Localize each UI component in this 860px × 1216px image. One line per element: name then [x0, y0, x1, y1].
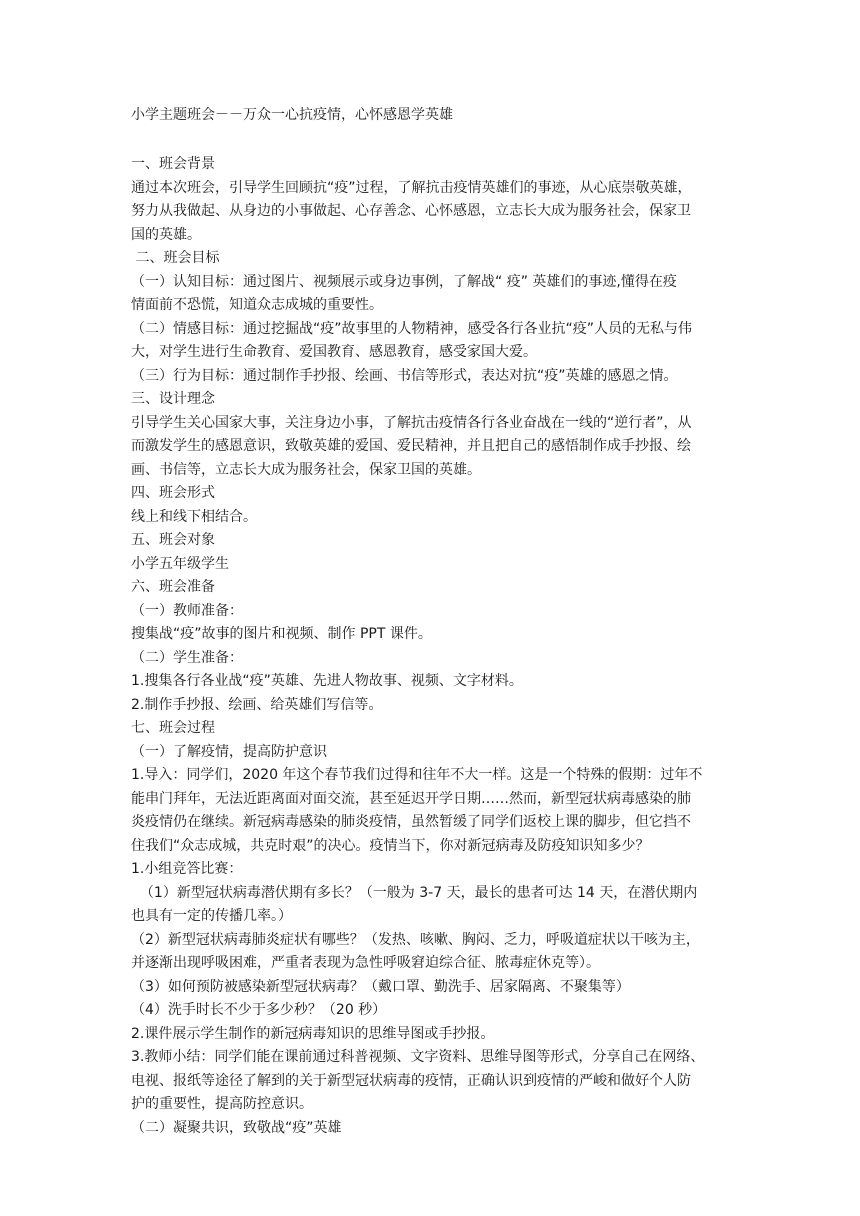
paragraph-line: 住我们“众志成城，共克时艰”的决心。疫情当下，你对新冠病毒及防疫知识知多少？ [131, 837, 650, 854]
paragraph-line: （二）情感目标：通过挖掘战“疫”故事里的人物精神，感受各行各业抗“疫”人员的无私与伟 [131, 320, 693, 337]
paragraph-line: 1.小组竞答比赛： [131, 861, 243, 877]
paragraph-line: 能串门拜年，无法近距离面对面交流，甚至延迟开学日期……然而，新型冠状病毒感染的肺 [131, 790, 691, 807]
paragraph-line: （3）如何预防被感染新型冠状病毒？（戴口罩、勤洗手、居家隔离、不聚集等） [131, 978, 630, 995]
paragraph-line: （一）认知目标：通过图片、视频展示或身边事例，了解战“ 疫” 英雄们的事迹,懂得在疫 [131, 273, 677, 290]
heading-design-concept: 三、设计理念 [131, 391, 215, 407]
paragraph-line: 炎疫情仍在继续。新冠病毒感染的肺炎疫情，虽然暂缓了同学们返校上课的脚步，但它挡不 [131, 814, 691, 830]
paragraph-line: 1.搜集各行各业战“疫”英雄、先进人物故事、视频、文字材料。 [131, 673, 523, 689]
paragraph-line: （4）洗手时长不少于多少秒？（20 秒） [131, 1002, 387, 1018]
paragraph-line: 护的重要性，提高防控意识。 [131, 1096, 313, 1112]
heading-background: 一、班会背景 [131, 156, 215, 172]
heading-audience: 五、班会对象 [131, 532, 215, 548]
document-page [131, 103, 731, 1140]
paragraph-line: 引导学生关心国家大事，关注身边小事，了解抗击疫情各行各业奋战在一线的“逆行者”，从 [131, 414, 692, 431]
paragraph-line: 2.制作手抄报、绘画、给英雄们写信等。 [131, 696, 383, 713]
paragraph-line: 电视、报纸等途径了解到的关于新型冠状病毒的疫情，正确认识到疫情的严峻和做好个人防 [131, 1072, 691, 1089]
paragraph-line: （2）新型冠状病毒肺炎症状有哪些？（发热、咳嗽、胸闷、乏力，呼吸道症状以干咳为主， [131, 931, 700, 948]
paragraph-line: 并逐渐出现呼吸困难，严重者表现为急性呼吸窘迫综合征、脓毒症休克等）。 [131, 955, 600, 971]
paragraph-line: 搜集战“疫”故事的图片和视频、制作 PPT 课件。 [131, 626, 432, 642]
heading-format: 四、班会形式 [131, 485, 215, 501]
heading-preparation: 六、班会准备 [131, 579, 215, 595]
paragraph-line: 3.教师小结：同学们能在课前通过科普视频、文字资料、思维导图等形式，分享自己在网络、 [131, 1049, 705, 1065]
paragraph-line: 2.课件展示学生制作的新冠病毒知识的思维导图或手抄报。 [131, 1025, 495, 1042]
heading-process: 七、班会过程 [131, 720, 215, 736]
paragraph-line: 小学五年级学生 [131, 555, 229, 572]
subheading-line: （一）教师准备： [131, 602, 243, 619]
paragraph-line: 线上和线下相结合。 [131, 508, 257, 525]
document-title: 小学主题班会－－万众一心抗疫情，心怀感恩学英雄 [131, 107, 453, 123]
paragraph-line: 通过本次班会，引导学生回顾抗“疫”过程，了解抗击疫情英雄们的事迹，从心底崇敬英雄， [131, 179, 692, 196]
subheading-line: （二）凝聚共识，致敬战“疫”英雄 [131, 1119, 342, 1136]
paragraph-line: 努力从我做起、从身边的小事做起、心存善念、心怀感恩，立志长大成为服务社会，保家卫 [131, 203, 691, 219]
paragraph-line: 而激发学生的感恩意识，致敬英雄的爱国、爱民精神，并且把自己的感悟制作成手抄报、绘 [131, 438, 691, 454]
paragraph-line: 情面前不恐慌，知道众志成城的重要性。 [131, 297, 383, 313]
paragraph-line: 大，对学生进行生命教育、爱国教育、感恩教育，感受家国大爱。 [131, 344, 537, 360]
blank-line [131, 127, 731, 153]
paragraph-line: 国的英雄。 [131, 226, 201, 243]
subheading-line: （二）学生准备： [131, 649, 243, 666]
paragraph-line: 也具有一定的传播几率。） [131, 908, 292, 924]
paragraph-line: 画、书信等，立志长大成为服务社会，保家卫国的英雄。 [131, 461, 481, 478]
paragraph-line: （1）新型冠状病毒潜伏期有多长？（一般为 3-7 天，最长的患者可达 14 天，在潜伏期内 [131, 884, 698, 901]
heading-goals: 二、班会目标 [131, 250, 220, 266]
paragraph-line: （三）行为目标：通过制作手抄报、绘画、书信等形式，表达对抗“疫”英雄的感恩之情。 [131, 367, 678, 384]
subheading-line: （一）了解疫情，提高防护意识 [131, 743, 327, 760]
paragraph-line: 1.导入：同学们，2020 年这个春节我们过得和往年不大一样。这是一个特殊的假期：过年不 [131, 767, 703, 783]
